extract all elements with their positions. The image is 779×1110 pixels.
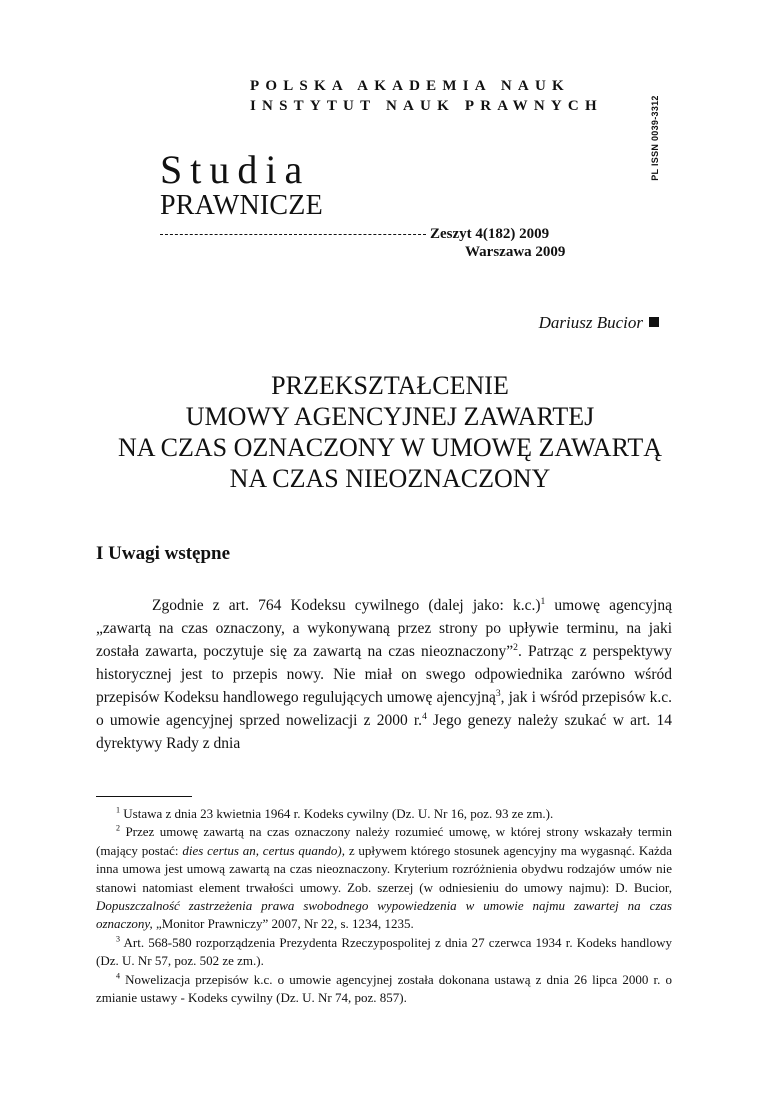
text-run: , jak i wśród przepisów k.c. o umowie agencyjnej sprzed nowelizacji z 2000 r. xyxy=(96,689,673,729)
author-name: Dariusz Bucior xyxy=(538,313,643,332)
footnote-italic: Dopuszczalność zastrzeżenia prawa swobodnego wypowiedzenia w umowie najmu zawartej na czas oznaczony, xyxy=(96,898,672,932)
institution-line-2: INSTYTUT NAUK PRAWNYCH xyxy=(250,98,603,114)
journal-title: Studia xyxy=(160,147,311,192)
footnote-number: 4 xyxy=(116,971,121,981)
footnote-ref[interactable]: 4 xyxy=(422,710,427,722)
section-heading: I Uwagi wstępne xyxy=(96,543,231,564)
text-run: umowę agencyjną „zawartą na czas oznaczony, a wykonywaną przez strony po upływie terminu, na jaki została zawarta, poczytuje się za zawartą na czas nieoznaczony” xyxy=(96,597,672,660)
footnote-ref[interactable]: 3 xyxy=(495,687,501,699)
text-run: Zgodnie z art. 764 Kodeksu cywilnego (dalej jako: k.c.) xyxy=(152,597,541,614)
footnote-text: Ustawa z dnia 23 kwietnia 1964 r. Kodeks cywilny (Dz. U. Nr 16, poz. 93 ze zm.). xyxy=(120,806,554,821)
square-bullet-icon xyxy=(649,317,659,327)
issn-text: PL ISSN 0039-3312 xyxy=(650,95,660,181)
footnote-text: „Monitor Prawniczy” 2007, Nr 22, s. 1234, 1235. xyxy=(152,916,414,932)
issn-label xyxy=(642,88,668,188)
footnote-text: Art. 568-580 rozporządzenia Prezydenta Rzeczypospolitej z dnia 27 czerwca 1934 r. Kodeks handlowy (Dz. U. Nr 57, poz. 502 ze zm.). xyxy=(96,934,672,969)
article-title xyxy=(60,370,720,494)
footnote-2 xyxy=(96,823,672,933)
footnotes xyxy=(96,805,672,1007)
publication-place-year: Warszawa 2009 xyxy=(465,244,566,260)
title-line: PRZEKSZTAŁCENIE xyxy=(271,371,509,400)
institution-line-1: POLSKA AKADEMIA NAUK xyxy=(250,78,570,94)
title-line: UMOWY AGENCYJNEJ ZAWARTEJ xyxy=(185,402,595,431)
footnote-1 xyxy=(96,805,672,823)
issue-number: Zeszyt 4(182) 2009 xyxy=(430,226,550,242)
body-text xyxy=(96,594,672,755)
title-line: NA CZAS NIEOZNACZONY xyxy=(229,464,551,493)
footnote-italic: dies certus an, certus quando), xyxy=(182,842,345,858)
journal-subtitle: PRAWNICZE xyxy=(160,190,323,221)
dashed-divider xyxy=(160,234,426,235)
footnote-separator xyxy=(96,796,192,797)
footnote-text: Nowelizacja przepisów k.c. o umowie agencyjnej została dokonana ustawą z dnia 26 lipca 2000 r. o zmianie ustawy - Kodeks cywilny (Dz. U. Nr 74, poz. 857). xyxy=(96,971,672,1006)
text-run: . Patrząc z perspektywy historycznej jest to przepis nowy. Nie miał on swego odpowiednika zarówno wśród przepisów Kodeksu handlowego regulujących umowę ajencyjną xyxy=(96,643,672,706)
footnote-text: z upływem którego stosunek agencyjny ma wygasnąć. Każda inna umowa jest umową zawartą na czas nieoznaczony. Kryterium rozróżnienia obydwu rodzajów umów nie stanowi natomiast element trwałości umowy. Zob. szerzej (w odniesieniu do umowy najmu): D. Bucior, xyxy=(96,842,673,895)
text-run: Jego genezy należy szukać w art. 14 dyrektywy Rady z dnia xyxy=(96,712,672,752)
footnote-number: 2 xyxy=(116,824,121,834)
footnote-text: Przez umowę zawartą na czas oznaczony należy rozumieć umowę, w której strony wskazały termin (mający postać: xyxy=(96,824,672,858)
author-line xyxy=(539,313,659,333)
footnote-4 xyxy=(96,971,672,1008)
footnote-number: 3 xyxy=(116,934,121,944)
footnote-3 xyxy=(96,934,672,971)
footnote-ref[interactable]: 1 xyxy=(540,595,546,607)
title-line: NA CZAS OZNACZONY W UMOWĘ ZAWARTĄ xyxy=(117,433,663,462)
footnote-number: 1 xyxy=(116,805,121,815)
paragraph xyxy=(96,594,672,755)
footnote-ref[interactable]: 2 xyxy=(513,641,518,653)
